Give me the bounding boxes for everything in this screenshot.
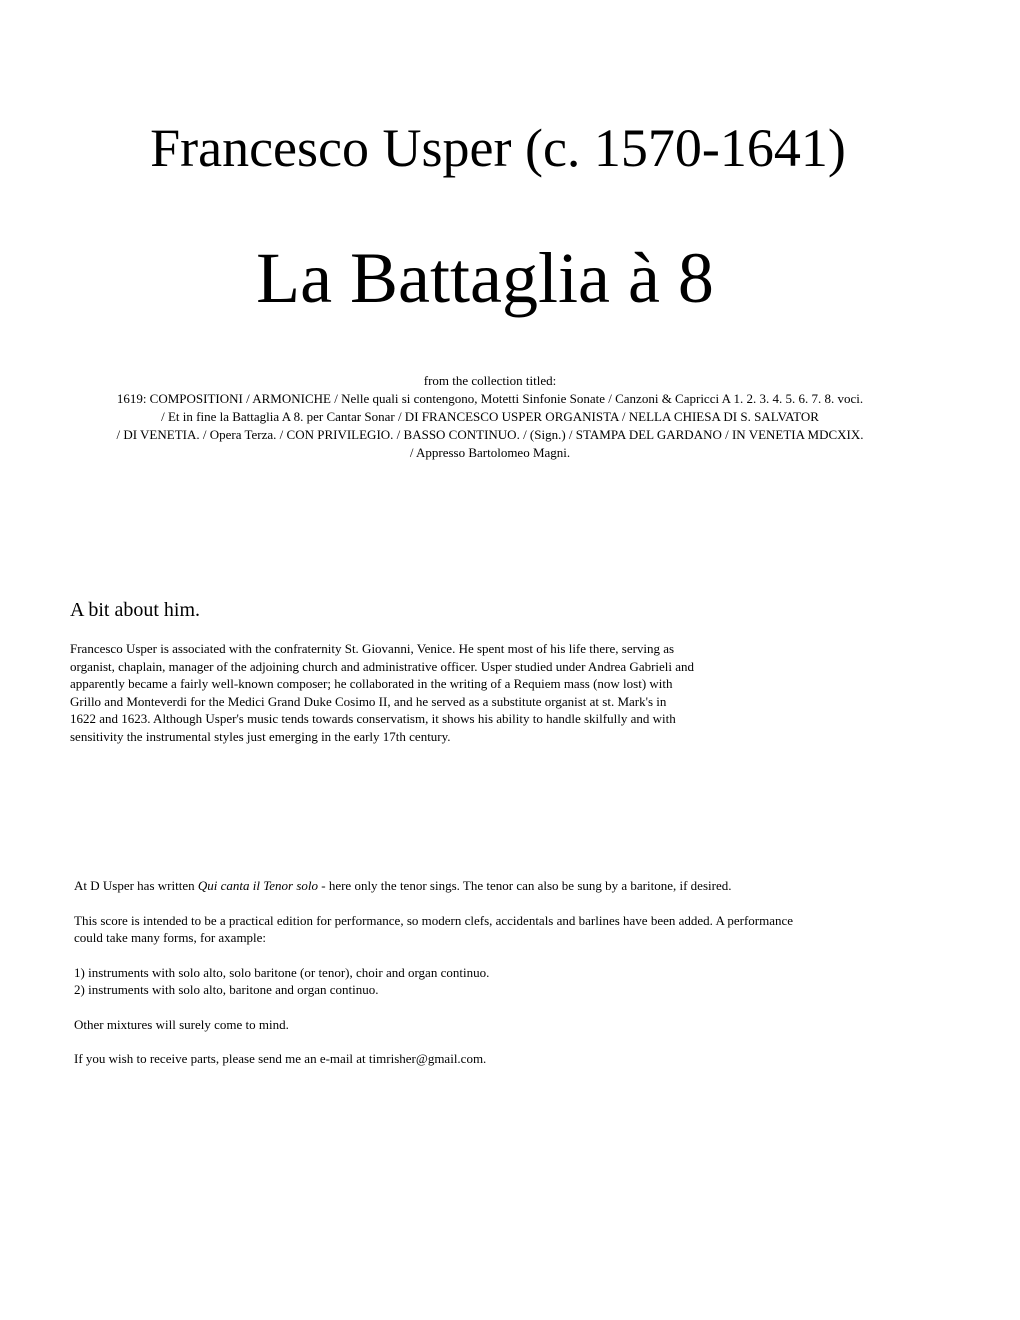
piece-title: La Battaglia à 8 [256,238,714,318]
tenor-note-prefix: At D Usper has written [74,878,198,893]
edition-note-line: This score is intended to be a practical edition for performance, so modern clefs, accidentals and barlines have been added. A performance [74,912,794,928]
performance-option: 2) instruments with solo alto, baritone and organ continuo. [74,982,379,997]
contact-note: If you wish to receive parts, please send me an e-mail at timrisher@gmail.com. [74,1051,487,1066]
about-line: Francesco Usper is associated with the confraternity St. Giovanni, Venice. He spent most of his life there, serving as [70,641,675,656]
edition-note-line: could take many forms, for axample: [74,930,267,945]
composer-heading: Francesco Usper (c. 1570-1641) [150,118,846,178]
mixtures-note: Other mixtures will surely come to mind. [74,1016,289,1032]
source-line: 1619: COMPOSITIONI / ARMONICHE / Nelle quali si contengono, Motetti Sinfonie Sonate / Canzoni & Capricci A 1. 2. 3. 4. 5. 6. 7. 8. voci. [116,391,864,406]
about-line: Grillo and Monteverdi for the Medici Grand Duke Cosimo II, and he served as a substitute organist at st. Mark's in [70,693,667,709]
about-paragraph [70,640,810,745]
about-line: 1622 and 1623. Although Usper's music tends towards conservatism, it shows his ability to handle skilfully and with [70,711,676,726]
performance-notes [74,877,954,1068]
source-collection [40,372,940,462]
source-line: / DI VENETIA. / Opera Terza. / CON PRIVILEGIO. / BASSO CONTINUO. / (Sign.) / STAMPA DEL GARDANO / IN VENETIA MDCXIX. [116,427,864,442]
tenor-note-suffix: - here only the tenor sings. The tenor can also be sung by a baritone, if desired. [318,878,732,893]
about-line: sensitivity the instrumental styles just emerging in the early 17th century. [70,728,451,744]
about-heading: A bit about him. [70,599,200,621]
about-line: organist, chaplain, manager of the adjoining church and administrative officer. Usper studied under Andrea Gabrieli and [70,658,695,674]
source-intro: from the collection titled: [423,373,557,388]
performance-option: 1) instruments with solo alto, solo baritone (or tenor), choir and organ continuo. [74,964,490,980]
tenor-note-italic: Qui canta il Tenor solo [197,878,318,893]
source-line: / Appresso Bartolomeo Magni. [409,445,571,460]
source-line: / Et in fine la Battaglia A 8. per Cantar Sonar / DI FRANCESCO USPER ORGANISTA / NELLA CHIESA DI S. SALVATOR [161,409,819,424]
tenor-note [74,877,954,895]
about-line: apparently became a fairly well-known composer; he collaborated in the writing of a Requiem mass (now lost) with [70,676,673,691]
